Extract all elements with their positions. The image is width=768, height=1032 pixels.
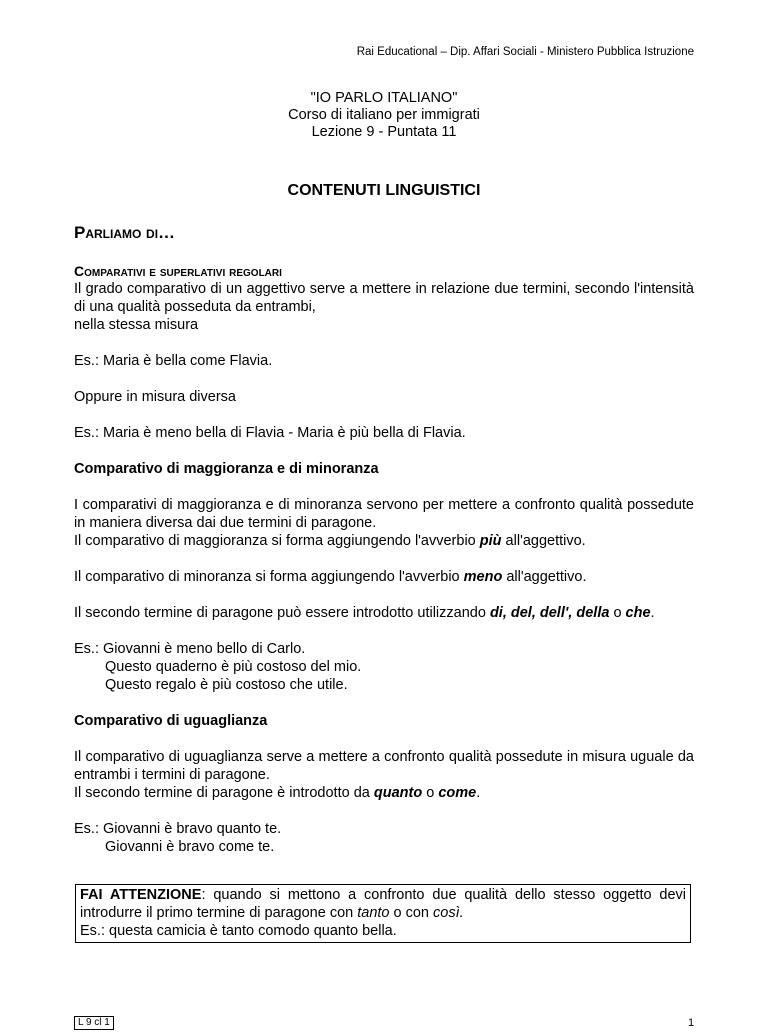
example-1: Es.: Maria è bella come Flavia. — [74, 353, 273, 369]
uguaglianza-paragraph: Il comparativo di uguaglianza serve a mettere a confronto qualità possedute in misura uguale da entrambi i termini di paragone. — [74, 749, 694, 783]
uguaglianza-rule: Il secondo termine di paragone è introdotto da quanto o come. — [74, 785, 481, 801]
page-header: Rai Educational – Dip. Affari Sociali - Ministero Pubblica Istruzione — [356, 46, 694, 58]
main-heading: CONTENUTI LINGUISTICI — [287, 182, 481, 199]
lesson-number: Lezione 9 - Puntata 11 — [311, 124, 457, 140]
footer-code: L 9 cl 1 — [74, 1016, 114, 1030]
attention-example: Es.: questa camicia è tanto comodo quanto bella. — [80, 923, 397, 939]
attention-box — [75, 884, 691, 943]
word-che: che — [625, 605, 651, 621]
comparativi-heading: Comparativi e superlativi regolari — [74, 263, 282, 279]
word-quanto: quanto — [373, 785, 423, 801]
example-2: Es.: Maria è meno bella di Flavia - Maria è più bella di Flavia. — [74, 425, 466, 441]
example-4b: Giovanni è bravo come te. — [105, 839, 275, 855]
intro-paragraph-2: nella stessa misura — [74, 317, 199, 333]
course-subtitle: Corso di italiano per immigrati — [288, 107, 480, 123]
minoranza-rule: Il comparativo di minoranza si forma aggiungendo l'avverbio meno all'aggettivo. — [74, 569, 587, 585]
title-block — [74, 90, 694, 141]
example-4a: Es.: Giovanni è bravo quanto te. — [74, 821, 282, 837]
document-body — [74, 262, 694, 856]
word-tanto: tanto — [357, 905, 390, 921]
example-3c: Questo regalo è più costoso che utile. — [105, 677, 348, 693]
oppure-line: Oppure in misura diversa — [74, 389, 236, 405]
intro-paragraph: Il grado comparativo di un aggettivo serve a mettere in relazione due termini, secondo l'intensità di una qualità posseduta da entrambi, — [74, 281, 694, 315]
uguaglianza-heading: Comparativo di uguaglianza — [74, 713, 268, 729]
maggioranza-paragraph: I comparativi di maggioranza e di minoranza servono per mettere a confronto qualità possedute in maniera diversa dai due termini di paragone. — [74, 497, 694, 531]
secondo-termine-rule: Il secondo termine di paragone può essere introdotto utilizzando di, del, dell', della o che. — [74, 605, 655, 621]
course-title: "IO PARLO ITALIANO" — [310, 90, 458, 106]
word-cosi: così. — [433, 905, 464, 921]
example-3b: Questo quaderno è più costoso del mio. — [105, 659, 362, 675]
word-piu: più — [479, 533, 502, 549]
example-3a: Es.: Giovanni è meno bello di Carlo. — [74, 641, 306, 657]
words-di-del: di, del, dell', della — [489, 605, 610, 621]
attention-text: FAI ATTENZIONE: quando si mettono a confronto due qualità dello stesso oggetto devi introdurre il primo termine di paragone con tanto o con così. — [80, 887, 687, 921]
section-heading: Parliamo di… — [74, 223, 176, 242]
maggioranza-heading: Comparativo di maggioranza e di minoranza — [74, 461, 379, 477]
word-come: come — [438, 785, 477, 801]
word-meno: meno — [463, 569, 503, 585]
maggioranza-rule: Il comparativo di maggioranza si forma aggiungendo l'avverbio più all'aggettivo. — [74, 533, 586, 549]
page-number: 1 — [688, 1017, 695, 1029]
attention-label: FAI ATTENZIONE — [80, 887, 202, 903]
